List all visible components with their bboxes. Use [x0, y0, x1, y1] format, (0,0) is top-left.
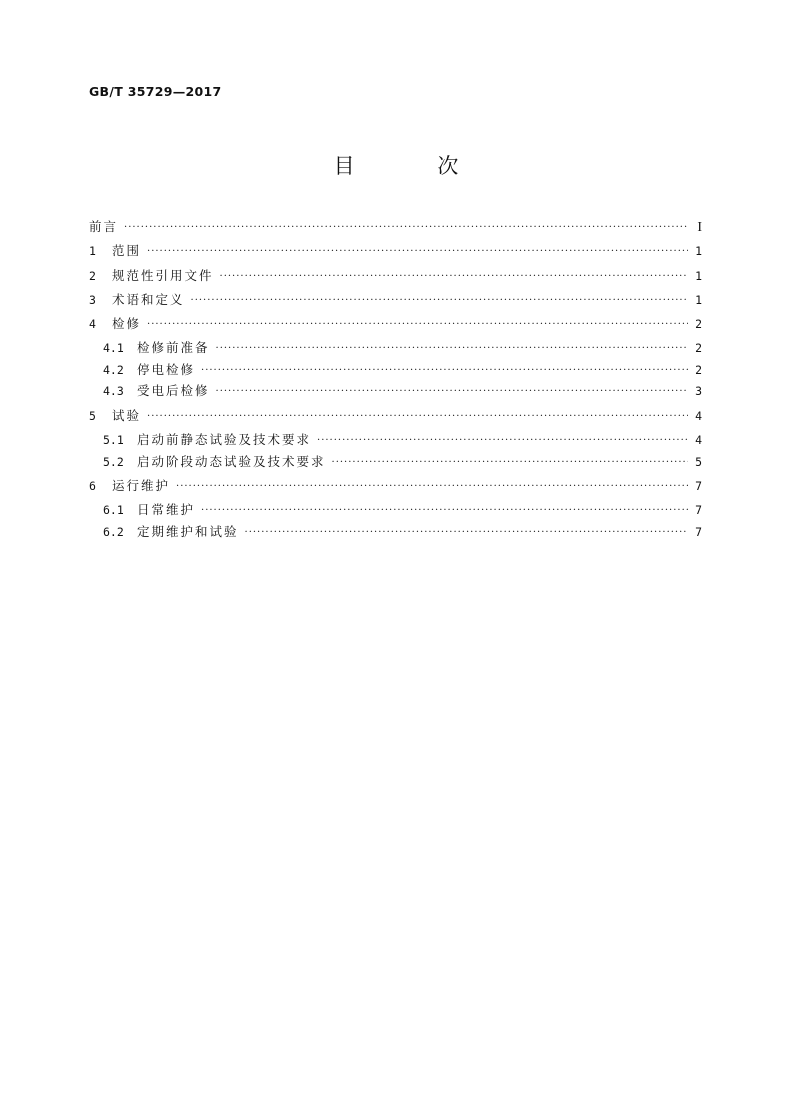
toc-entry-maintenance-preparation[interactable] [89, 338, 702, 360]
toc-dot-leader [147, 247, 688, 257]
toc-entry-page: 4 [695, 408, 702, 423]
toc-entry-page: 4 [695, 433, 702, 448]
toc-entry-page: 5 [695, 454, 702, 469]
toc-entry-title: 定期维护和试验 [137, 523, 239, 539]
toc-entry-title: 术语和定义 [112, 291, 185, 307]
toc-entry-number: 6 [89, 478, 96, 493]
toc-entry-periodic-maintenance-tests[interactable] [89, 522, 702, 544]
toc-entry-title: 启动阶段动态试验及技术要求 [137, 453, 326, 469]
toc-dot-leader [245, 528, 688, 538]
toc-dot-leader [191, 296, 688, 306]
table-of-contents [89, 217, 702, 543]
toc-entry-number: 6.1 [103, 503, 124, 518]
toc-dot-leader [216, 387, 688, 397]
toc-entry-tests[interactable] [89, 406, 702, 430]
toc-entry-terms-definitions[interactable] [89, 290, 702, 314]
toc-dot-leader [176, 482, 688, 492]
toc-entry-page: 1 [695, 244, 702, 259]
toc-entry-title: 受电后检修 [137, 383, 210, 399]
toc-entry-number: 4.2 [103, 362, 124, 377]
toc-entry-normative-references[interactable] [89, 266, 702, 290]
toc-entry-page: 7 [695, 478, 702, 493]
toc-entry-page: 7 [695, 524, 702, 539]
toc-entry-title: 前言 [89, 219, 119, 234]
toc-entry-static-tests[interactable] [89, 430, 702, 452]
toc-dot-leader [201, 366, 688, 376]
toc-dot-leader [220, 272, 688, 282]
standard-number: GB/T 35729—2017 [89, 84, 222, 99]
toc-entry-page: 2 [695, 341, 702, 356]
toc-entry-number: 4.3 [103, 384, 124, 399]
toc-dot-leader [216, 344, 688, 354]
toc-entry-page: 2 [695, 317, 702, 332]
toc-entry-page: 3 [695, 384, 702, 399]
toc-dot-leader [332, 458, 688, 468]
toc-entry-number: 5 [89, 408, 96, 423]
toc-entry-title: 检修前准备 [137, 340, 210, 356]
toc-title: 目 次 [333, 154, 497, 178]
toc-entry-title: 停电检修 [137, 361, 196, 377]
toc-entry-number: 2 [89, 268, 96, 283]
toc-entry-number: 5.2 [103, 454, 124, 469]
toc-dot-leader [124, 223, 688, 233]
toc-entry-title: 试验 [112, 407, 142, 423]
toc-entry-number: 4.1 [103, 341, 124, 356]
toc-entry-page: 2 [695, 362, 702, 377]
toc-entry-outage-maintenance[interactable] [89, 360, 702, 382]
toc-entry-page: 1 [695, 268, 702, 283]
toc-entry-title: 日常维护 [137, 502, 196, 518]
toc-dot-leader [147, 412, 688, 422]
toc-entry-page: 1 [695, 292, 702, 307]
toc-entry-operation-maintenance[interactable] [89, 476, 702, 500]
toc-dot-leader [201, 506, 688, 516]
toc-entry-routine-maintenance[interactable] [89, 500, 702, 522]
toc-dot-leader [147, 320, 688, 330]
toc-entry-post-energization-maintenance[interactable] [89, 381, 702, 405]
toc-entry-number: 1 [89, 244, 96, 259]
toc-entry-page: I [697, 220, 702, 235]
toc-entry-page: 7 [695, 503, 702, 518]
toc-entry-number: 3 [89, 292, 96, 307]
toc-entry-title: 检修 [112, 316, 142, 332]
toc-entry-title: 规范性引用文件 [112, 267, 214, 283]
toc-entry-title: 启动前静态试验及技术要求 [137, 432, 312, 448]
toc-entry-title: 运行维护 [112, 477, 171, 493]
toc-entry-dynamic-tests[interactable] [89, 452, 702, 476]
toc-entry-number: 5.1 [103, 433, 124, 448]
toc-entry-maintenance[interactable] [89, 314, 702, 338]
toc-entry-number: 6.2 [103, 524, 124, 539]
toc-dot-leader [317, 436, 688, 446]
toc-entry-title: 范围 [112, 243, 142, 259]
toc-entry-foreword[interactable] [89, 217, 702, 241]
toc-entry-scope[interactable] [89, 241, 702, 265]
toc-entry-number: 4 [89, 317, 96, 332]
